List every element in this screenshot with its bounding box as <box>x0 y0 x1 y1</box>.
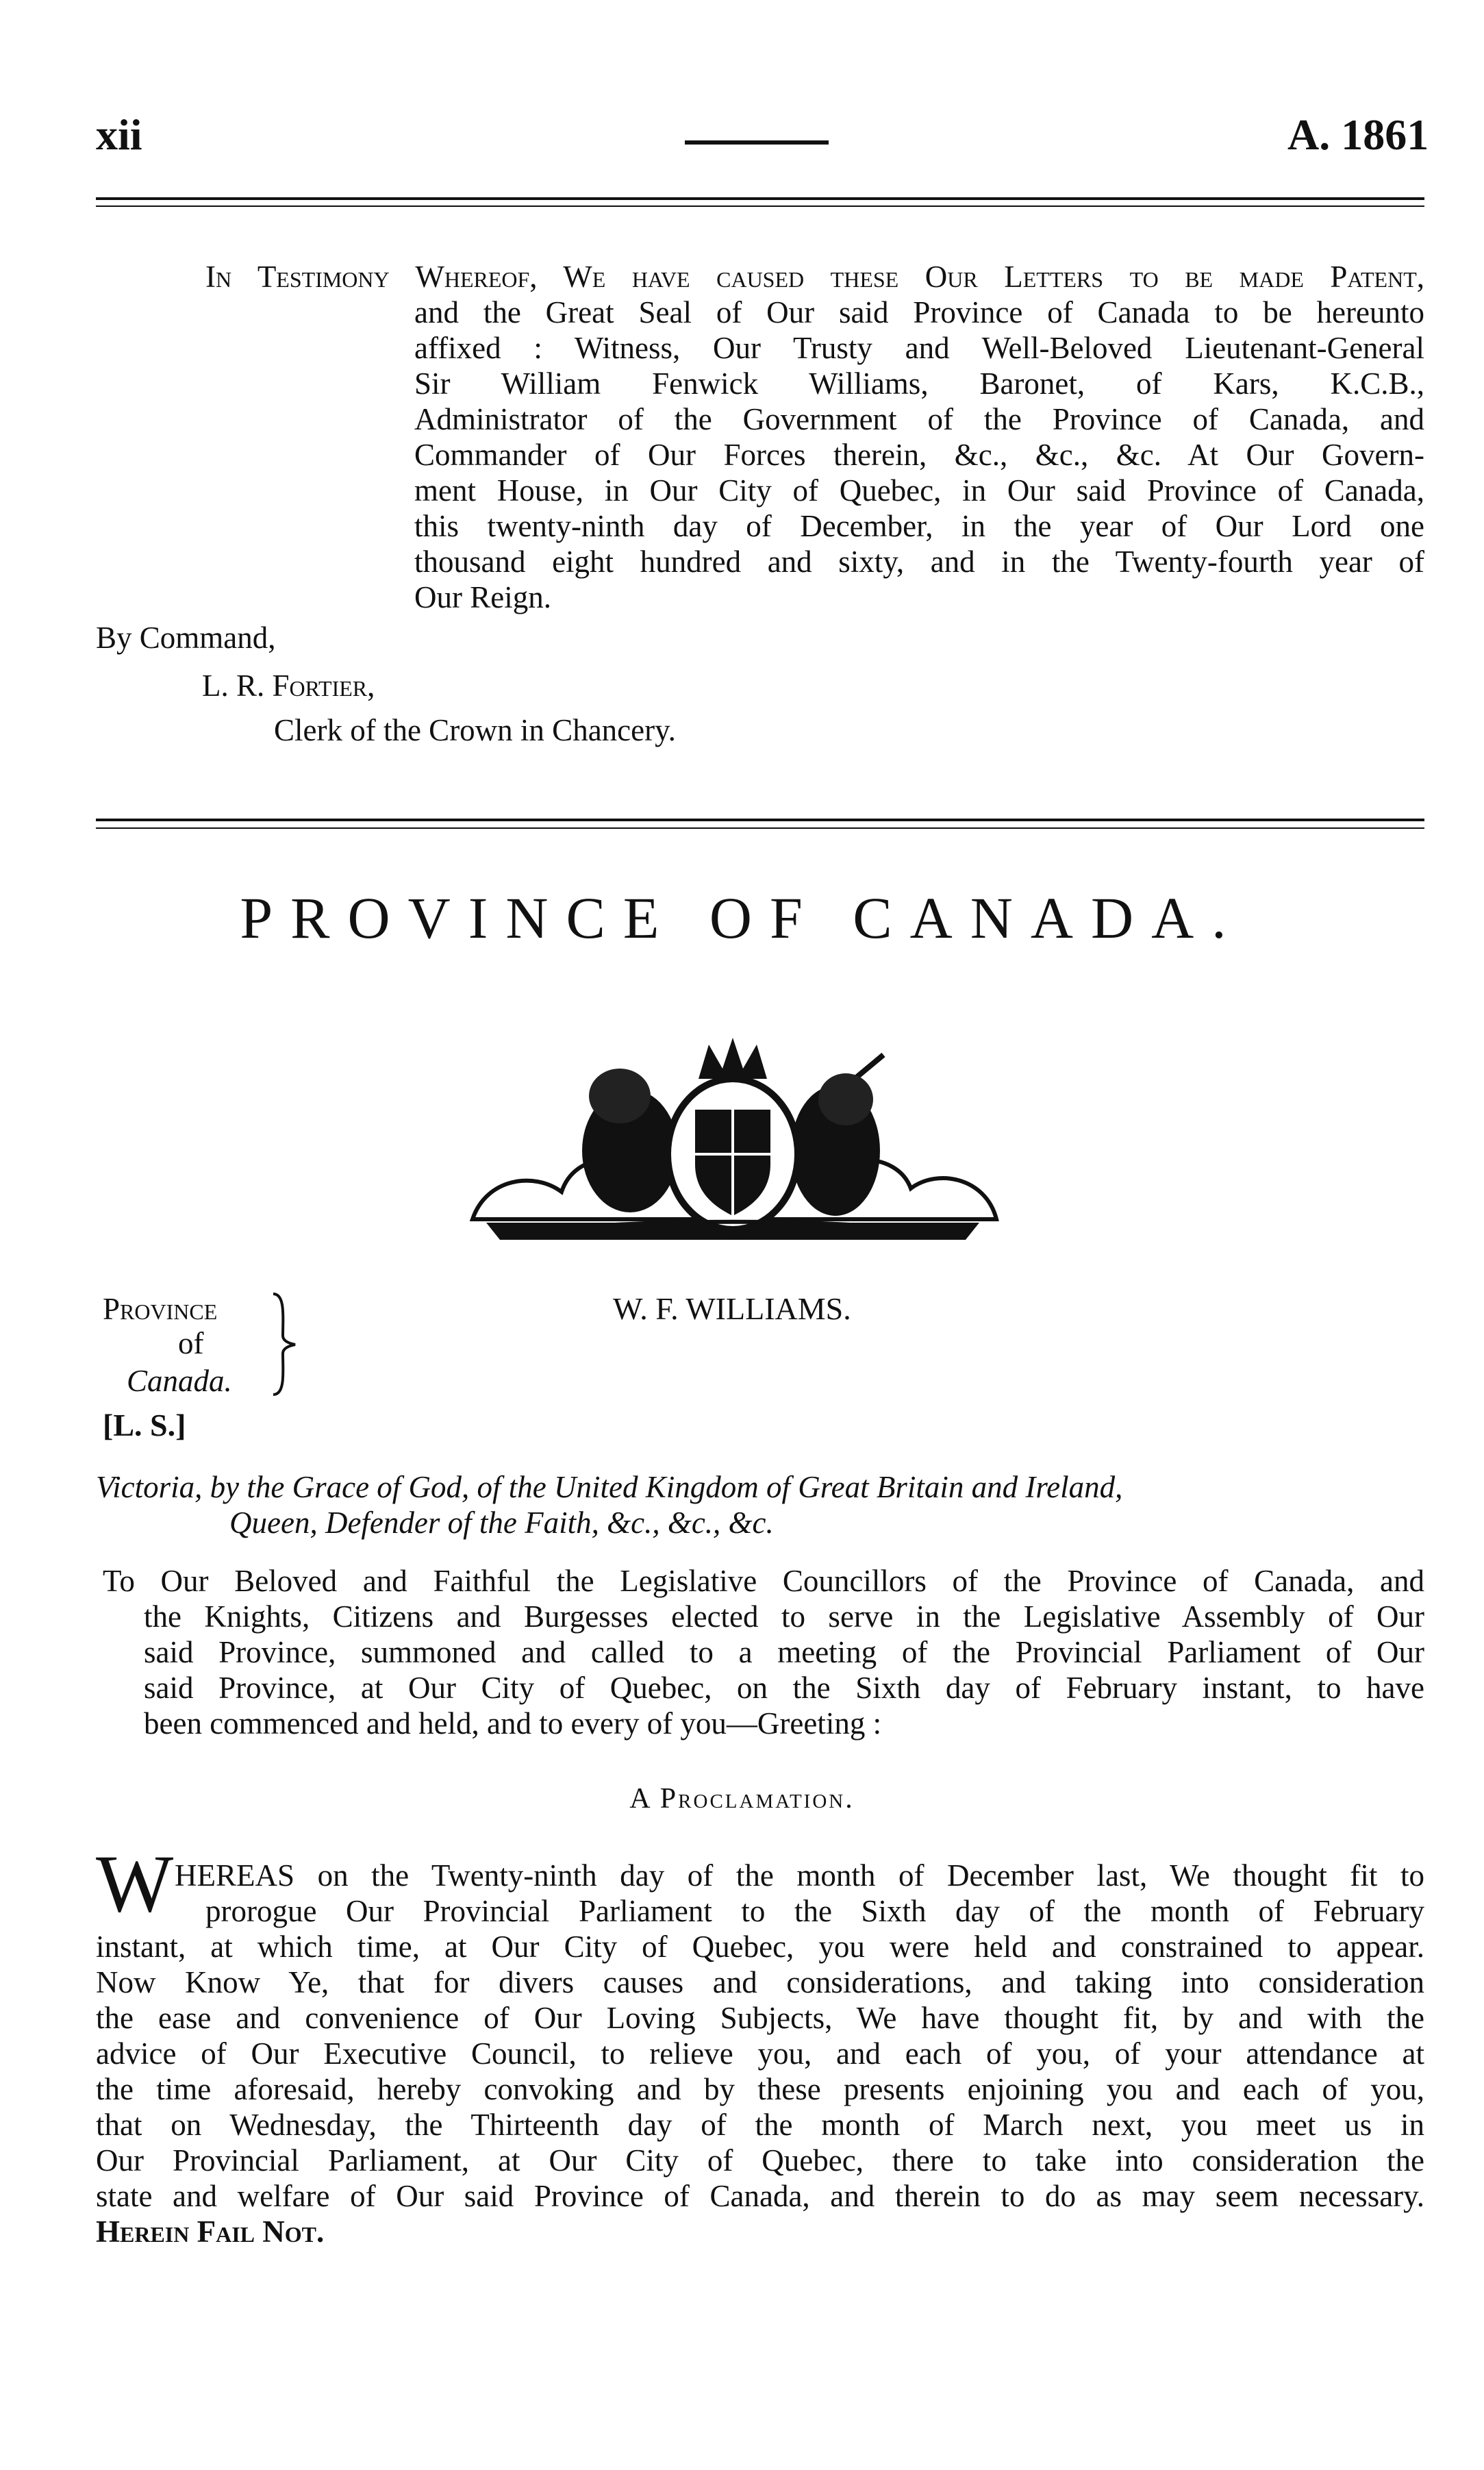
royal-style-line-1 <box>96 1469 1424 1505</box>
proclamation-line: Our Provincial Parliament, at Our City of Quebec, there to take into consideration the <box>96 2143 1424 2178</box>
proclamation-line: state and welfare of Our said Province of Canada, and therein to do as may seem necessary. <box>96 2179 1424 2213</box>
seal-mark: [L. S.] <box>103 1408 186 1443</box>
proclamation-line: the ease and convenience of Our Loving Subjects, We have thought fit, by and with the <box>96 2001 1424 2035</box>
address-line: said Province, summoned and called to a meeting of the Provincial Parliament of Our <box>144 1635 1424 1669</box>
drop-cap: W <box>96 1838 174 1929</box>
royal-style-line-2: Queen, Defender of the Faith, &c., &c., &c. <box>229 1506 774 1540</box>
testimony-line: affixed : Witness, Our Trusty and Well-Beloved Lieutenant-General <box>414 331 1424 365</box>
signer-title: Clerk of the Crown in Chancery. <box>274 713 676 747</box>
royal-arms-emblem <box>459 1014 1007 1260</box>
proclamation-line: Now Know Ye, that for divers causes and considerations, and taking into consideration <box>96 1965 1424 1999</box>
testimony-line: In Testimony Whereof, We have caused these Our Letters to be made Patent, <box>205 260 1424 294</box>
proclamation-closing: Herein Fail Not. <box>96 2215 325 2249</box>
address-line: been commenced and held, and to every of you—Greeting : <box>144 1706 882 1741</box>
testimony-line: Sir William Fenwick Williams, Baronet, of Kars, K.C.B., <box>414 366 1424 401</box>
testimony-line: this twenty-ninth day of December, in the year of Our Lord one <box>414 509 1424 543</box>
brace-icon <box>271 1291 298 1397</box>
proclamation-line: prorogue Our Provincial Parliament to the Sixth day of the month of February <box>205 1894 1424 1928</box>
province-label-canada: Canada. <box>127 1364 232 1398</box>
proclamation-line: instant, at which time, at Our City of Quebec, you were held and constrained to appear. <box>96 1930 1424 1964</box>
header-rule-top <box>96 197 1424 200</box>
proclamation-title: PROVINCE OF CANADA. <box>240 885 1244 951</box>
signer-name: L. R. Fortier, <box>202 669 375 703</box>
by-command: By Command, <box>96 621 276 655</box>
proclamation-line: the time aforesaid, hereby convoking and by these presents enjoining you and each of you, <box>96 2072 1424 2106</box>
testimony-line: thousand eight hundred and sixty, and in the Twenty-fourth year of <box>414 545 1424 579</box>
section-rule-bottom <box>96 827 1424 829</box>
header-dash <box>685 140 829 145</box>
proclamation-line: advice of Our Executive Council, to relieve you, and each of you, of your attendance at <box>96 2036 1424 2071</box>
testimony-line: and the Great Seal of Our said Province of Canada to be hereunto <box>414 295 1424 329</box>
proclamation-line: HEREAS on the Twenty-ninth day of the month of December last, We thought fit to <box>175 1858 1424 1893</box>
address-line: the Knights, Citizens and Burgesses elected to serve in the Legislative Assembly of Our <box>144 1599 1424 1634</box>
testimony-line: Commander of Our Forces therein, &c., &c., &c. At Our Govern- <box>414 438 1424 472</box>
testimony-line: ment House, in Our City of Quebec, in Our said Province of Canada, <box>414 473 1424 508</box>
province-label: Province <box>103 1292 218 1326</box>
governor-name: W. F. WILLIAMS. <box>613 1291 851 1326</box>
royal-style-text: Victoria, by the Grace of God, of the United Kingdom of Great Britain and Ireland, <box>96 1470 1123 1504</box>
page-year: A. 1861 <box>1287 110 1429 159</box>
province-label-of: of <box>178 1326 204 1360</box>
section-rule-top <box>96 819 1424 821</box>
proclamation-heading: A Proclamation. <box>629 1783 855 1814</box>
testimony-line: Administrator of the Government of the Province of Canada, and <box>414 402 1424 436</box>
testimony-line: Our Reign. <box>414 580 551 614</box>
header-rule-bottom <box>96 205 1424 207</box>
address-line: said Province, at Our City of Quebec, on the Sixth day of February instant, to have <box>144 1671 1424 1705</box>
page-number: xii <box>96 110 142 159</box>
proclamation-line: that on Wednesday, the Thirteenth day of the month of March next, you meet us in <box>96 2108 1424 2142</box>
address-line: To Our Beloved and Faithful the Legislative Councillors of the Province of Canada, and <box>103 1564 1424 1598</box>
